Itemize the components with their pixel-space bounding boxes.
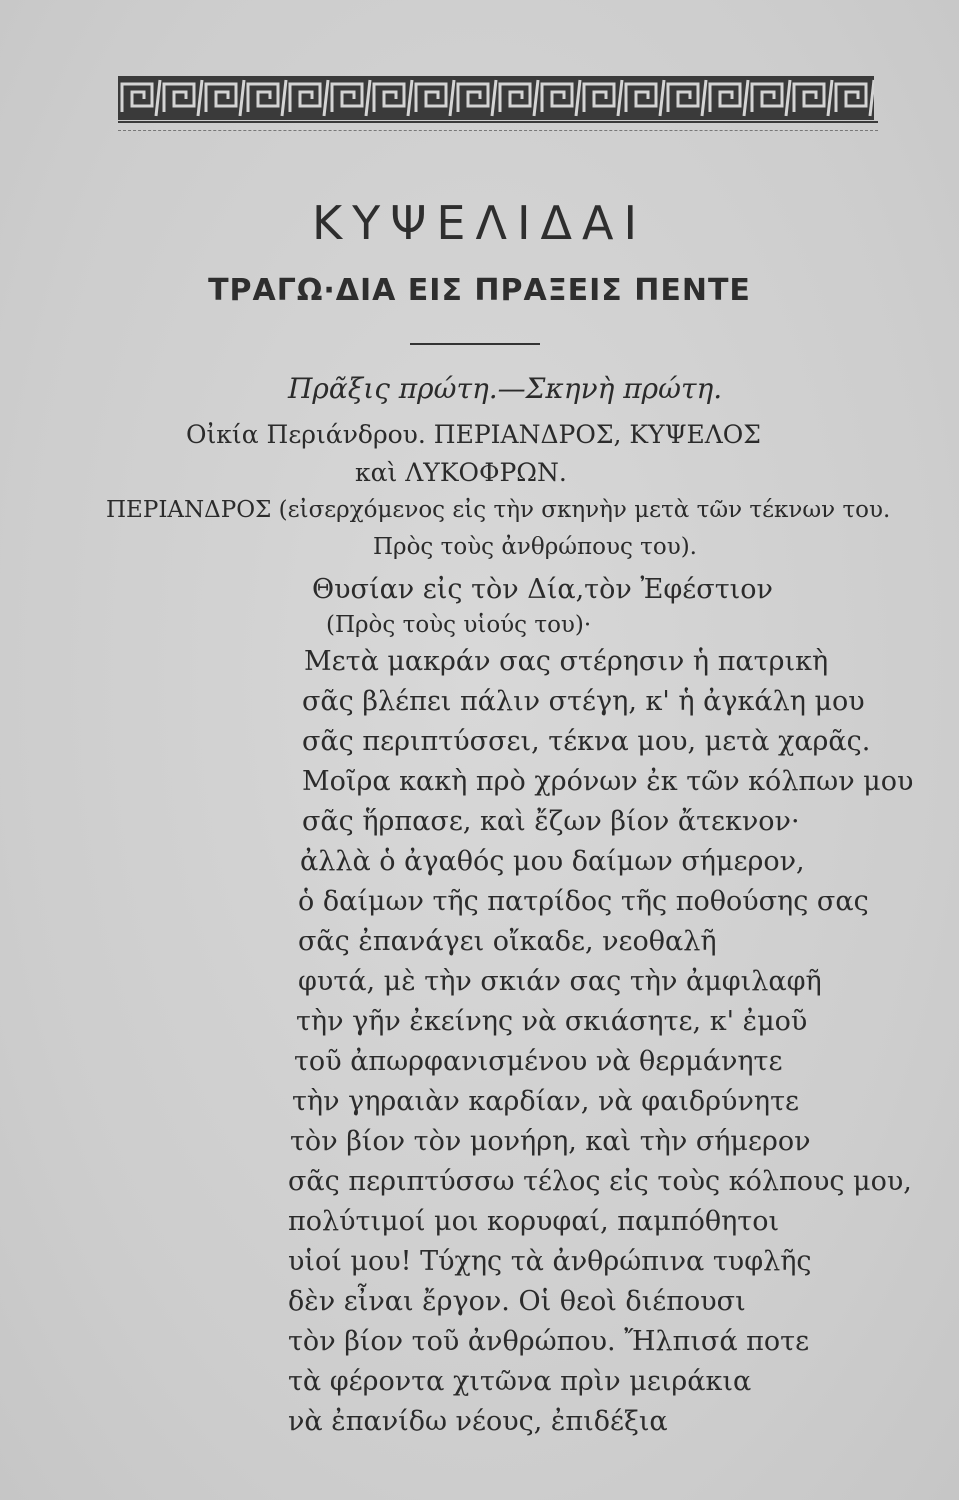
setting-line-1: Οἰκία Περιάνδρου. ΠΕΡΙΑΝΔΡΟΣ, ΚΥΨΕΛΟΣ <box>186 420 761 449</box>
play-title: ΚΥΨΕΛΙΔΑΙ <box>311 196 648 250</box>
verse-line: Μοῖρα κακὴ πρὸ χρόνων ἐκ τῶν κόλπων μου <box>302 766 914 797</box>
ornament-rule <box>118 121 878 123</box>
verse-line: φυτά, μὲ τὴν σκιάν σας τὴν ἀμφιλαφῆ <box>298 966 822 997</box>
verse-line: ἀλλὰ ὁ ἀγαθός μου δαίμων σήμερον, <box>300 846 805 877</box>
verse-line: ὁ δαίμων τῆς πατρίδος τῆς ποθούσης σας <box>298 886 869 917</box>
verse-line: σᾶς βλέπει πάλιν στέγη, κ' ἡ ἀγκάλη μου <box>302 686 865 717</box>
verse-line: πολύτιμοί μοι κορυφαί, παμπόθητοι <box>288 1206 780 1237</box>
act-heading: Πρᾶξις πρώτη.—Σκηνὴ πρώτη. <box>288 372 723 405</box>
verse-line: υἱοί μου! Τύχης τὰ ἀνθρώπινα τυφλῆς <box>288 1246 812 1277</box>
stage-direction-line-1: ΠΕΡΙΑΝΔΡΟΣ (εἰσερχόμενος εἰς τὴν σκηνὴν μετὰ τῶν τέκνων του. <box>106 497 891 523</box>
verse-line: σᾶς περιπτύσσει, τέκνα μου, μετὰ χαρᾶς. <box>302 726 871 757</box>
verse-line: Θυσίαν εἰς τὸν Δία,τὸν Ἐφέστιον <box>312 574 773 605</box>
greek-key-ornament <box>118 76 874 120</box>
verse-line: τὰ φέροντα χιτῶνα πρὶν μειράκια <box>288 1366 752 1397</box>
ornament-dashed-rule <box>118 130 878 131</box>
verse-line: τὸν βίον τοῦ ἀνθρώπου. Ἤλπισά ποτε <box>288 1326 810 1357</box>
verse-line: τὸν βίον τὸν μονήρη, καὶ τὴν σήμερον <box>290 1126 811 1157</box>
verse-line: σᾶς περιπτύσσω τέλος εἰς τοὺς κόλπους μου, <box>288 1166 912 1197</box>
verse-line: (Πρὸς τοὺς υἱούς του)· <box>326 612 592 638</box>
verse-line: δὲν εἶναι ἔργον. Οἱ θεοὶ διέπουσι <box>288 1286 746 1317</box>
play-subtitle: ΤΡΑΓΩ·ΔΙΑ ΕΙΣ ΠΡΑΞΕΙΣ ΠΕΝΤΕ <box>208 273 751 308</box>
verse-line: σᾶς ἐπανάγει οἴκαδε, νεοθαλῆ <box>298 926 717 957</box>
title-divider <box>410 343 540 345</box>
verse-line: Μετὰ μακράν σας στέρησιν ἡ πατρικὴ <box>304 646 829 677</box>
verse-line: τὴν γηραιὰν καρδίαν, νὰ φαιδρύνητε <box>292 1086 799 1117</box>
verse-line: τὴν γῆν ἐκείνης νὰ σκιάσητε, κ' ἐμοῦ <box>296 1006 808 1037</box>
stage-direction-line-2: Πρὸς τοὺς ἀνθρώπους του). <box>373 534 697 560</box>
verse-line: νὰ ἐπανίδω νέους, ἐπιδέξια <box>288 1406 668 1437</box>
verse-line: σᾶς ἥρπασε, καὶ ἔζων βίον ἄτεκνον· <box>302 806 800 837</box>
setting-line-2: καὶ ΛΥΚΟΦΡΩΝ. <box>355 458 567 487</box>
verse-line: τοῦ ἀπωρφανισμένου νὰ θερμάνητε <box>294 1046 783 1077</box>
